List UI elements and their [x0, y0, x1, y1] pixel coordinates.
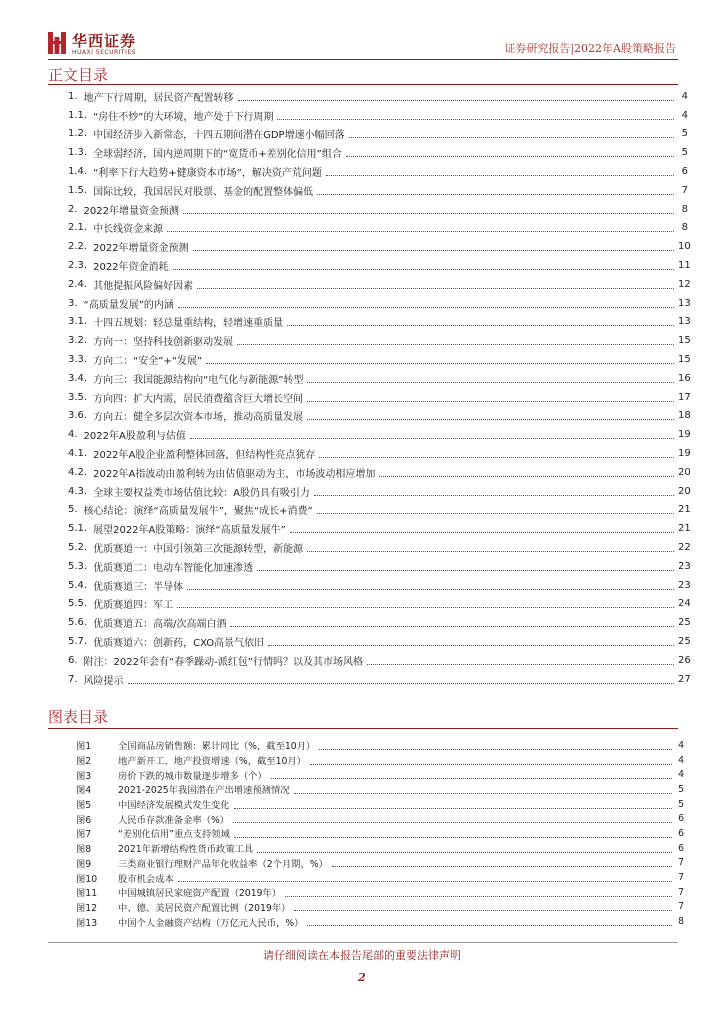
dot-leader: [230, 618, 674, 627]
toc-item-title: 中国经济步入新常态，十四五期间潜在GDP增速小幅回落: [93, 130, 345, 142]
dot-leader: [190, 430, 674, 439]
toc-item-title: 优质赛道五：高端/次高端白酒: [93, 619, 227, 631]
figure-item[interactable]: [76, 782, 684, 797]
toc-item-number: 3.6.: [68, 410, 88, 422]
toc-item-page: 24: [678, 598, 691, 610]
figure-item[interactable]: [76, 753, 684, 768]
toc-item-title: 全球弱经济，国内逆周期下的“宽货币+差别化信用”组合: [93, 149, 342, 161]
toc-item-page: 4: [681, 90, 688, 102]
toc-item[interactable]: [68, 670, 691, 689]
toc-item-title: 全球主要权益类市场估值比较：A股仍具有吸引力: [93, 487, 310, 499]
toc-item-number: 5.6.: [68, 617, 88, 629]
toc-item-title: 地产下行周期，居民资产配置转移: [83, 92, 234, 104]
toc-item-number: 1.1.: [68, 109, 88, 121]
figure-item-title: 2021-2025年我国潜在产出增速预测情况: [118, 785, 290, 797]
toc-item-title: 方向一：坚持科技创新驱动发展: [93, 337, 234, 349]
toc-item-title: 方向四：扩大内需，居民消费蕴含巨大增长空间: [93, 393, 304, 405]
dot-leader: [307, 393, 674, 402]
page-header: [0, 0, 724, 62]
dot-leader: [234, 829, 672, 838]
toc-item-number: 7.: [68, 673, 78, 685]
dot-leader: [257, 844, 672, 853]
figure-item[interactable]: [76, 841, 684, 856]
figure-item-label: 图11: [76, 888, 98, 900]
toc-item-title: 2022年增量资金预测: [83, 205, 179, 217]
toc-item[interactable]: [68, 237, 691, 256]
toc-item[interactable]: [68, 519, 691, 538]
toc-item-page: 6: [681, 166, 688, 178]
header-divider: [48, 59, 678, 60]
toc-item-number: 2.: [68, 203, 78, 215]
toc-item[interactable]: [68, 613, 691, 632]
dot-leader: [237, 336, 674, 345]
toc-item-page: 18: [678, 410, 691, 422]
dot-leader: [379, 468, 674, 477]
dot-leader: [177, 599, 674, 608]
toc-item-page: 5: [681, 128, 688, 140]
figure-item-title: 三类商业银行理财产品年化收益率（2个月期，%）: [118, 858, 328, 870]
toc-item-page: 19: [678, 429, 691, 441]
toc-item-number: 2.4.: [68, 278, 88, 290]
toc-item[interactable]: [68, 200, 688, 219]
figure-item-title: 人民币存款准备金率（%）: [118, 814, 230, 826]
figure-item[interactable]: [76, 826, 684, 841]
dot-leader: [167, 223, 674, 232]
toc-item[interactable]: [68, 463, 691, 482]
figure-item[interactable]: [76, 856, 684, 871]
figure-item-title: 房价下跌的城市数量逐步增多（个）: [118, 770, 267, 782]
toc-item-title: “高质量发展”的内涵: [83, 299, 174, 311]
toc-item-number: 1.: [68, 90, 78, 102]
toc-item[interactable]: [68, 125, 688, 144]
toc-item-page: 26: [678, 654, 691, 666]
figure-item-title: 全国商品房销售额：累计同比（%，截至10月）: [118, 741, 316, 753]
toc-item-number: 5.5.: [68, 598, 88, 610]
figure-item-label: 图12: [76, 902, 98, 914]
toc-item[interactable]: [68, 143, 688, 162]
figure-item-page: 4: [678, 754, 684, 766]
dot-leader: [193, 242, 674, 251]
figure-item[interactable]: [76, 811, 684, 826]
dot-leader: [128, 675, 674, 684]
toc-item-page: 8: [681, 203, 688, 215]
figure-item-label: 图2: [76, 756, 92, 768]
toc-item[interactable]: [68, 576, 691, 595]
dot-leader: [233, 814, 672, 823]
figure-item-page: 6: [678, 827, 684, 839]
toc-item-number: 3.3.: [68, 354, 88, 366]
toc-item[interactable]: [68, 106, 688, 125]
figure-item-label: 图6: [76, 814, 92, 826]
toc-item-number: 2.1.: [68, 222, 88, 234]
toc-item-title: “利率下行大趋势+健康资本市场”，解决资产荒问题: [93, 168, 322, 180]
toc-item-page: 13: [678, 316, 691, 328]
dot-leader: [367, 656, 674, 665]
toc-item-title: 方向三：我国能源结构向“电气化与新能源”转型: [93, 374, 304, 386]
toc-item-title: 2022年增量资金预测: [93, 243, 189, 255]
toc-item-title: 国际比较，我国居民对股票、基金的配置整体偏低: [93, 186, 314, 198]
toc-item-title: 2022年A股盈利与估值: [83, 431, 186, 443]
toc-item-page: 20: [678, 466, 691, 478]
toc-item[interactable]: [68, 651, 691, 670]
dot-leader: [319, 741, 672, 750]
toc-item-title: “房住不炒”的大环境，地产处于下行周期: [93, 111, 274, 123]
dot-leader: [183, 205, 674, 214]
toc-item-number: 5.3.: [68, 560, 88, 572]
toc-item-number: 4.: [68, 429, 78, 441]
dot-leader: [268, 637, 674, 646]
toc-item-page: 23: [678, 579, 691, 591]
toc-item-number: 1.2.: [68, 128, 88, 140]
toc-item-number: 3.1.: [68, 316, 88, 328]
toc-item-title: 中长线资金来源: [93, 224, 164, 236]
figure-item-page: 6: [678, 813, 684, 825]
figure-item-label: 图3: [76, 770, 92, 782]
footer-divider: [48, 942, 678, 943]
report-type: 证券研究报告|2022年A股策略报告: [504, 42, 676, 55]
dot-leader: [332, 858, 672, 867]
toc-item-page: 19: [678, 448, 691, 460]
toc-item-number: 4.1.: [68, 448, 88, 460]
figure-item-page: 8: [678, 916, 684, 928]
huaxi-logo-icon: [48, 32, 66, 54]
figure-item-page: 5: [678, 783, 684, 795]
figure-item-label: 图5: [76, 800, 92, 812]
toc-item-title: 2022年A指波动由盈利转为由估值驱动为主，市场波动相应增加: [93, 468, 376, 480]
dot-leader: [307, 543, 674, 552]
figure-item[interactable]: [76, 870, 684, 885]
page-number: 2: [358, 971, 366, 984]
dot-leader: [326, 167, 674, 176]
toc-item-number: 3.2.: [68, 335, 88, 347]
figure-item-title: 中国经济发展模式发生变化: [118, 800, 230, 812]
dot-leader: [346, 148, 674, 157]
dot-leader: [307, 917, 672, 926]
figure-item-label: 图1: [76, 741, 92, 753]
dot-leader: [290, 524, 674, 533]
dot-leader: [197, 280, 674, 289]
toc-item-page: 17: [678, 391, 691, 403]
dot-leader: [317, 505, 674, 514]
toc-item-page: 7: [681, 184, 688, 196]
figure-item-page: 7: [678, 857, 684, 869]
toc-item-title: 风险提示: [83, 675, 124, 687]
toc-item-number: 4.2.: [68, 466, 88, 478]
toc-item[interactable]: [68, 331, 691, 350]
toc-item[interactable]: [68, 595, 691, 614]
toc-item-number: 5.7.: [68, 636, 88, 647]
toc-item-number: 3.: [68, 297, 78, 309]
toc-item-page: 25: [678, 636, 691, 647]
toc-item-title: 优质赛道六：创新药，CXO高景气依旧: [93, 638, 265, 649]
dot-leader: [173, 261, 674, 270]
toc-item-page: 20: [678, 485, 691, 497]
figure-item[interactable]: [76, 885, 684, 900]
dot-leader: [317, 186, 674, 195]
toc-item[interactable]: [68, 388, 691, 407]
dot-leader: [178, 873, 672, 882]
toc-item-page: 10: [678, 241, 691, 253]
figure-item[interactable]: [76, 767, 684, 782]
figure-item[interactable]: [76, 914, 684, 929]
toc-item[interactable]: [68, 632, 691, 651]
toc-item-title: 优质赛道二：电动车智能化加速渗透: [93, 562, 254, 574]
figure-item-label: 图10: [76, 873, 98, 885]
toc-item-number: 2.3.: [68, 260, 88, 272]
figure-item-title: 中、德、美居民资产配置比例（2019年）: [118, 902, 291, 914]
figure-item[interactable]: [76, 738, 684, 753]
toc-item-title: 核心结论：演绎“高质量发展牛”，聚焦“成长+消费”: [83, 506, 313, 518]
legal-disclaimer: 请仔细阅读在本报告尾部的重要法律声明: [263, 949, 461, 962]
dot-leader: [178, 299, 674, 308]
figure-item-label: 图13: [76, 917, 98, 929]
dot-leader: [257, 562, 674, 571]
figure-item-page: 7: [678, 886, 684, 898]
toc-item[interactable]: [68, 181, 688, 200]
dot-leader: [271, 770, 672, 779]
figure-item-title: 地产新开工、地产投资增速（%，截至10月）: [118, 756, 307, 768]
toc-item-page: 22: [678, 542, 691, 554]
toc-item[interactable]: [68, 275, 691, 294]
toc-item-page: 11: [678, 260, 691, 272]
toc-item-number: 1.5.: [68, 184, 88, 196]
figure-item-page: 7: [678, 872, 684, 884]
toc-item[interactable]: [68, 219, 688, 238]
dot-leader: [277, 111, 674, 120]
toc-item-number: 5.: [68, 504, 78, 516]
toc-item-title: 方向二：“安全”+“发展”: [93, 356, 203, 368]
toc-item-page: 8: [681, 222, 688, 234]
toc-item-title: 优质赛道三：半导体: [93, 581, 184, 593]
toc-item-page: 27: [678, 673, 691, 685]
toc-item-page: 21: [678, 523, 691, 535]
toc-item[interactable]: [68, 501, 691, 520]
dot-leader: [234, 800, 672, 809]
figures-title: 图表目录: [48, 708, 109, 726]
toc-item-page: 25: [678, 617, 691, 629]
toc-item-number: 5.1.: [68, 523, 88, 535]
toc-item-number: 2.2.: [68, 241, 88, 253]
dot-leader: [307, 411, 674, 420]
toc-item[interactable]: [68, 425, 691, 444]
toc-item-number: 5.2.: [68, 542, 88, 554]
toc-item-title: 优质赛道四：军工: [93, 600, 174, 612]
toc-item[interactable]: [68, 407, 691, 426]
toc-item[interactable]: [68, 369, 691, 388]
figures-divider: [48, 728, 678, 729]
toc-item-number: 6.: [68, 654, 78, 666]
figure-item-title: 中国城镇居民家庭资产配置（2019年）: [118, 888, 282, 900]
dot-leader: [294, 902, 672, 911]
toc-item-number: 5.4.: [68, 579, 88, 591]
toc-item[interactable]: [68, 482, 691, 501]
toc-item[interactable]: [68, 444, 691, 463]
figure-item-title: 中国个人金融资产结构（万亿元人民币，%）: [118, 917, 304, 929]
toc-item-number: 3.4.: [68, 372, 88, 384]
toc-item-page: 23: [678, 560, 691, 572]
toc-item-number: 1.4.: [68, 166, 88, 178]
toc-item-page: 15: [678, 354, 691, 366]
figure-item-page: 4: [678, 769, 684, 781]
toc-item-title: 2022年资金消耗: [93, 262, 169, 274]
dot-leader: [238, 92, 674, 101]
toc-item[interactable]: [68, 87, 688, 106]
toc-item-page: 15: [678, 335, 691, 347]
toc-item-page: 13: [678, 297, 691, 309]
dot-leader: [294, 785, 672, 794]
figure-item-page: 7: [678, 901, 684, 913]
dot-leader: [287, 317, 674, 326]
figure-list: [76, 738, 684, 929]
dot-leader: [285, 888, 672, 897]
toc-item[interactable]: [68, 557, 691, 576]
figure-item-label: 图9: [76, 858, 92, 870]
toc-item-number: 1.3.: [68, 147, 88, 159]
toc-item-page: 4: [681, 109, 688, 121]
figure-item-page: 6: [678, 842, 684, 854]
toc-item-title: 优质赛道一：中国引领第三次能源转型，新能源: [93, 544, 304, 556]
figure-item-label: 图8: [76, 844, 92, 856]
dot-leader: [187, 581, 674, 590]
logo-text-en: HUAXI SECURITIES: [72, 49, 136, 56]
toc-item-title: 附注：2022年会有“春季躁动-派红包”行情吗？以及其市场风格: [83, 656, 363, 668]
toc-item[interactable]: [68, 313, 691, 332]
figure-item-label: 图4: [76, 785, 92, 797]
toc-item-number: 4.3.: [68, 485, 88, 497]
dot-leader: [319, 449, 674, 458]
toc-item-page: 5: [681, 147, 688, 159]
table-of-contents: [68, 87, 691, 689]
figure-item-title: 2021年新增结构性货币政策工具: [118, 844, 254, 856]
figure-item-page: 4: [678, 739, 684, 751]
dot-leader: [349, 129, 674, 138]
toc-divider: [48, 84, 678, 85]
toc-item[interactable]: [68, 538, 691, 557]
dot-leader: [310, 756, 672, 765]
figure-item[interactable]: [76, 900, 684, 915]
toc-item[interactable]: [68, 350, 691, 369]
logo-text-cn: 华西证券: [72, 32, 137, 50]
figure-item-label: 图7: [76, 829, 92, 841]
toc-item-page: 12: [678, 278, 691, 290]
toc-item-title: 其他提振风险偏好因素: [93, 280, 194, 292]
toc-item[interactable]: [68, 294, 691, 313]
toc-item-page: 21: [678, 504, 691, 516]
figure-item-title: 股市机会成本: [118, 873, 174, 885]
dot-leader: [307, 374, 674, 383]
figure-item[interactable]: [76, 797, 684, 812]
toc-item[interactable]: [68, 256, 691, 275]
toc-item-title: 展望2022年A股策略：演绎“高质量发展牛”: [93, 525, 286, 537]
toc-item-title: 2022年A股企业盈利整体回落，但结构性亮点犹存: [93, 450, 316, 462]
toc-item-title: 方向五：健全多层次资本市场，推动高质量发展: [93, 412, 304, 424]
dot-leader: [314, 487, 674, 496]
toc-item-number: 3.5.: [68, 391, 88, 403]
toc-item-title: 十四五规划：轻总量重结构，轻增速重质量: [93, 318, 284, 330]
figure-item-page: 5: [678, 798, 684, 810]
figure-item-title: “差别化信用”重点支持领域: [118, 829, 230, 841]
toc-item-page: 16: [678, 372, 691, 384]
toc-item[interactable]: [68, 162, 688, 181]
toc-title: 正文目录: [48, 66, 109, 84]
dot-leader: [206, 355, 674, 364]
